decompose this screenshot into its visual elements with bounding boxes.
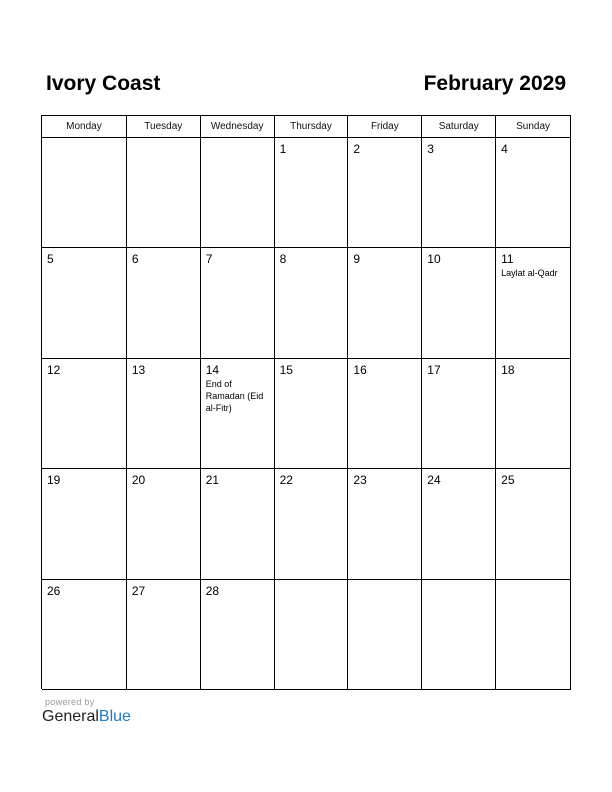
day-number: 7 [205,252,213,267]
day-cell [127,580,201,690]
holiday-label: Laylat al-Qadr [501,268,558,279]
day-cell [42,248,127,358]
weekday-sunday: Sunday [496,116,571,138]
weekday-friday: Friday [348,116,422,138]
day-cell [201,248,275,358]
week-row-1 [42,138,571,248]
week-row-3 [42,359,571,469]
day-number: 28 [205,583,220,598]
day-cell [201,580,275,690]
weekday-tuesday: Tuesday [127,116,201,138]
holiday-label: End of Ramadan (Eid al-Fitr) [205,378,264,413]
day-cell [42,580,127,690]
day-number: 4 [501,142,508,156]
day-number: 13 [131,362,146,377]
day-number: 20 [131,473,146,488]
day-number: 3 [427,142,434,156]
day-number: 2 [353,142,361,156]
day-number: 12 [47,362,61,377]
day-cell [496,248,571,358]
day-cell [275,359,349,469]
day-cell [422,248,496,358]
day-cell [348,359,422,469]
day-number: 5 [47,252,54,267]
day-cell [496,138,571,248]
day-cell [42,469,127,579]
day-number: 1 [279,142,287,156]
country-title: Ivory Coast [46,72,161,95]
day-cell [496,469,571,579]
day-cell [422,469,496,579]
week-row-4 [42,469,571,579]
powered-by-text: powered by [45,697,95,707]
day-number: 15 [279,362,293,377]
weekday-thursday: Thursday [275,116,349,138]
weekday-wednesday: Wednesday [201,116,275,138]
day-cell [422,359,496,469]
day-cell [348,138,422,248]
day-cell [496,359,571,469]
generalblue-logo [42,708,131,726]
day-cell [42,138,127,248]
day-number: 11 [501,252,514,267]
day-number: 6 [131,252,139,267]
day-number: 18 [501,362,515,377]
day-number: 17 [427,362,441,377]
day-cell [348,248,422,358]
day-number: 25 [501,473,515,488]
weekday-header-row [42,116,571,138]
day-number: 19 [47,473,61,488]
brand-blue: Blue [98,708,131,725]
day-cell [422,138,496,248]
day-cell [496,580,571,690]
footer-branding [42,697,131,726]
day-cell [42,359,127,469]
day-number: 10 [427,252,441,267]
brand-general: General [42,708,99,725]
day-number: 8 [279,252,287,267]
day-cell [275,138,349,248]
weekday-monday: Monday [42,116,127,138]
day-number: 16 [353,362,367,377]
day-cell [201,359,275,469]
day-number: 21 [205,473,220,488]
week-row-2 [42,248,571,358]
weekday-saturday: Saturday [422,116,496,138]
day-cell [422,580,496,690]
day-cell [275,469,349,579]
day-cell [275,248,349,358]
day-cell [348,580,422,690]
calendar-header [42,72,570,98]
day-cell [127,248,201,358]
day-cell [275,580,349,690]
day-cell [127,359,201,469]
day-number: 24 [427,473,441,488]
day-number: 14 [205,362,220,377]
day-number: 22 [279,473,293,488]
day-cell [127,138,201,248]
day-cell [348,469,422,579]
day-number: 26 [47,583,61,598]
month-title: February 2029 [423,72,566,95]
day-number: 27 [131,583,146,598]
day-cell [201,469,275,579]
day-cell [127,469,201,579]
day-number: 23 [353,473,367,488]
day-number: 9 [353,252,361,267]
day-cell [201,138,275,248]
calendar-grid [41,115,571,689]
week-row-5 [42,580,571,690]
